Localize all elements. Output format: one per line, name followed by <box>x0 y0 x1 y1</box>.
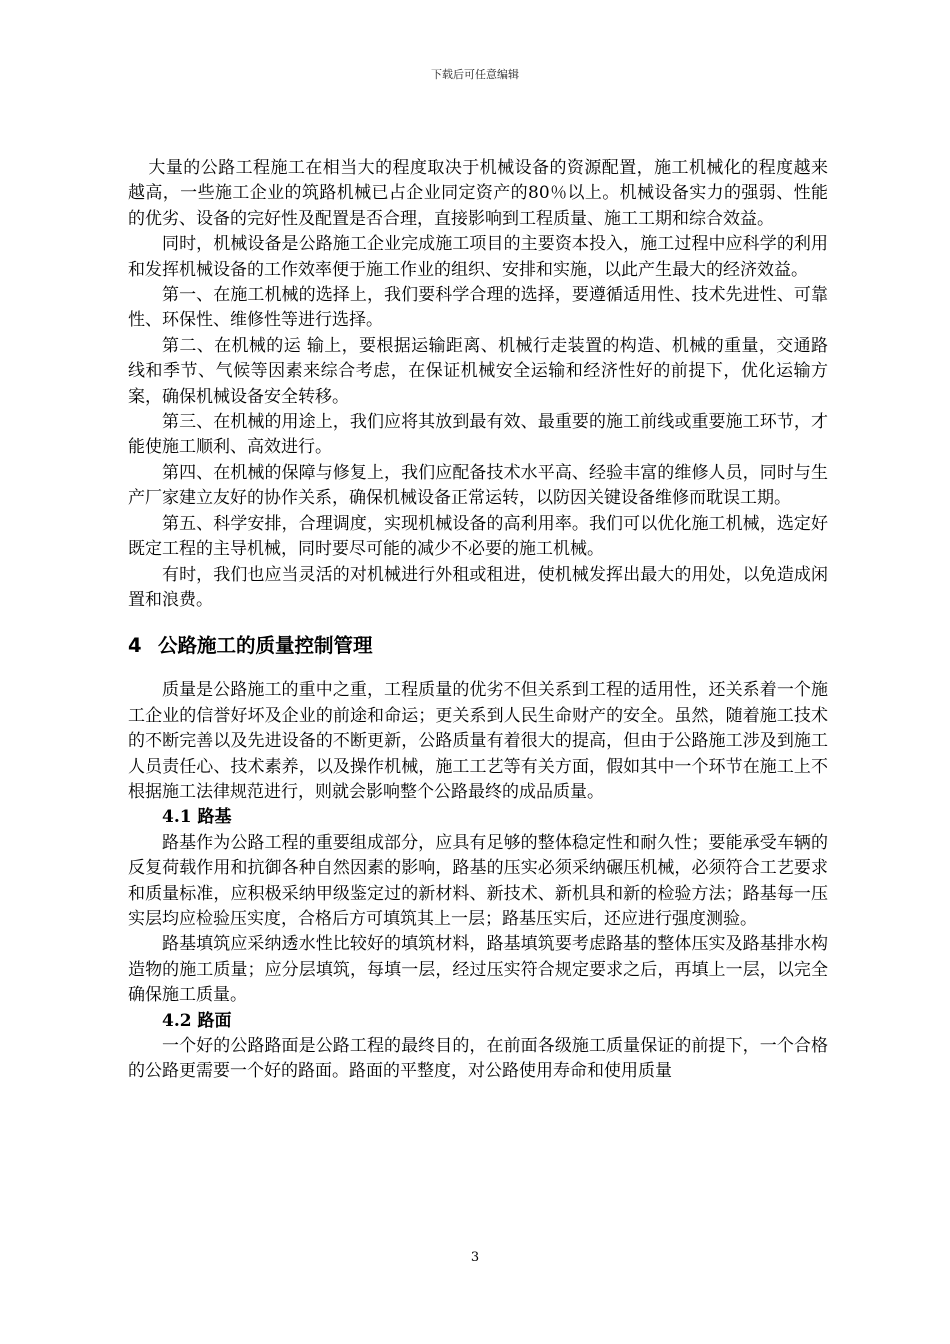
page-header: 下载后可任意编辑 <box>431 68 519 81</box>
paragraph: 第二、在机械的运 输上，要根据运输距离、机械行走装置的构造、机械的重量，交通路线和季节、气候等因素来综合考虑，在保证机械安全运输和经济性好的前提下，优化运输方案，确保机械设备安全转移。 <box>128 335 828 407</box>
paragraph: 大量的公路工程施工在相当大的程度取决于机械设备的资源配置，施工机械化的程度越来越高，一些施工企业的筑路机械已占企业同定资产的80％以上。机械设备实力的强弱、性能的优劣、设备的完好性及配置是否合理，直接影响到工程质量、施工工期和综合效益。 <box>128 158 828 229</box>
section-title: 公路施工的质量控制管理 <box>158 634 373 658</box>
paragraph: 第三、在机械的用途上，我们应将其放到最有效、最重要的施工前线或重要施工环节，才能使施工顺利、高效进行。 <box>128 412 828 458</box>
section-heading <box>128 632 828 660</box>
paragraph: 同时，机械设备是公路施工企业完成施工项目的主要资本投入，施工过程中应科学的利用和发挥机械设备的工作效率便于施工作业的组织、安排和实施，以此产生最大的经济效益。 <box>128 234 828 280</box>
paragraph: 路基作为公路工程的重要组成部分，应具有足够的整体稳定性和耐久性；要能承受车辆的反复荷载作用和抗御各种自然因素的影响，路基的压实必须采纳碾压机械，必须符合工艺要求和质量标准，应积极采纳甲级鉴定过的新材料、新技术、新机具和新的检验方法；路基每一压实层均应检验压实度，合格后方可填筑其上一层；路基压实后，还应进行强度测验。 <box>128 832 828 929</box>
page-number: 3 <box>470 1250 480 1265</box>
section-number: 4 <box>128 634 142 658</box>
paragraph: 质量是公路施工的重中之重，工程质量的优劣不但关系到工程的适用性，还关系着一个施工企业的信誉好坏及企业的前途和命运；更关系到人民生命财产的安全。虽然，随着施工技术的不断完善以及先进设备的不断更新，公路质量有着很大的提高，但由于公路施工涉及到施工人员责任心、技术素养，以及操作机械，施工工艺等有关方面，假如其中一个环节在施工上不根据施工法律规范进行，则就会影响整个公路最终的成品质量。 <box>128 680 828 802</box>
paragraph: 有时，我们也应当灵活的对机械进行外租或租进，使机械发挥出最大的用处，以免造成闲置和浪费。 <box>128 564 828 610</box>
paragraph: 第一、在施工机械的选择上，我们要科学合理的选择，要遵循适用性、技术先进性、可靠性、环保性、维修性等进行选择。 <box>128 285 828 331</box>
paragraph: 第五、科学安排，合理调度，实现机械设备的高利用率。我们可以优化施工机械，选定好既定工程的主导机械，同时要尽可能的减少不必要的施工机械。 <box>128 513 828 560</box>
subsection-heading: 4.1 路基 <box>162 807 232 828</box>
paragraph: 一个好的公路路面是公路工程的最终目的，在前面各级施工质量保证的前提下，一个合格的公路更需要一个好的路面。路面的平整度，对公路使用寿命和使用质量 <box>128 1036 828 1082</box>
subsection-heading: 4.2 路面 <box>162 1010 232 1031</box>
paragraph: 第四、在机械的保障与修复上，我们应配备技术水平高、经验丰富的维修人员，同时与生产厂家建立友好的协作关系，确保机械设备正常运转，以防因关键设备维修而耽误工期。 <box>128 462 828 509</box>
document-body <box>128 156 828 1085</box>
paragraph: 路基填筑应采纳透水性比较好的填筑材料，路基填筑要考虑路基的整体压实及路基排水构造物的施工质量；应分层填筑，每填一层，经过压实符合规定要求之后，再填上一层，以完全确保施工质量。 <box>128 934 828 1006</box>
